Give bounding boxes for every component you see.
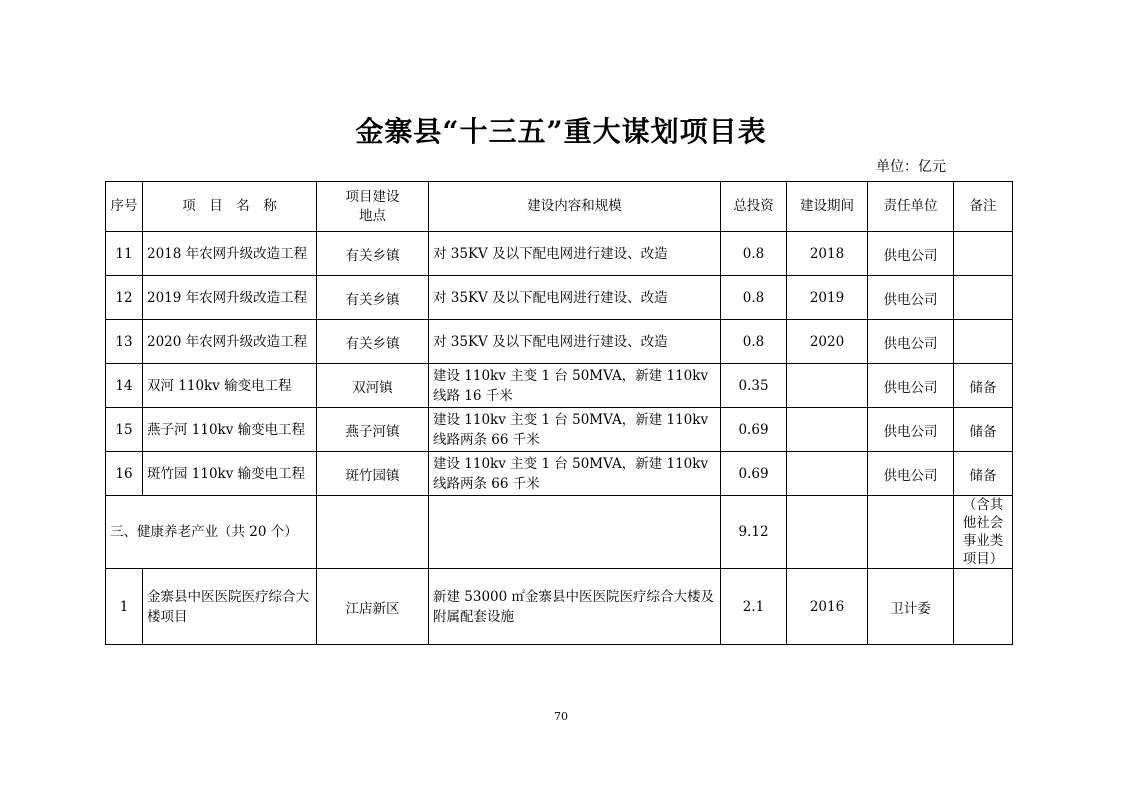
cell-remarks <box>954 276 1013 320</box>
cell-seq: 14 <box>106 364 143 408</box>
cell-investment: 0.8 <box>721 276 787 320</box>
cell-content: 对 35KV 及以下配电网进行建设、改造 <box>429 320 721 364</box>
cell-period <box>787 408 868 452</box>
page-number: 70 <box>554 710 568 723</box>
cell-responsible <box>868 496 954 569</box>
cell-remarks: 储备 <box>954 364 1013 408</box>
cell-remarks: 储备 <box>954 408 1013 452</box>
cell-location: 有关乡镇 <box>317 232 429 276</box>
cell-name: 双河 110kv 输变电工程 <box>143 364 317 408</box>
cell-location: 双河镇 <box>317 364 429 408</box>
cell-location: 有关乡镇 <box>317 276 429 320</box>
table-row <box>106 232 1013 276</box>
cell-content: 建设 110kv 主变 1 台 50MVA，新建 110kv 线路两条 66 千米 <box>429 408 721 452</box>
table-row <box>106 569 1013 645</box>
unit-label: 单位：亿元 <box>876 159 946 175</box>
cell-remarks <box>954 320 1013 364</box>
cell-seq: 16 <box>106 452 143 496</box>
header-name: 项 目 名 称 <box>143 182 317 232</box>
header-location-line2: 地点 <box>359 207 386 224</box>
cell-investment: 0.8 <box>721 320 787 364</box>
cell-content: 对 35KV 及以下配电网进行建设、改造 <box>429 232 721 276</box>
cell-responsible: 卫计委 <box>868 569 954 645</box>
section-remarks: （含其他社会事业类项目） <box>954 496 1013 569</box>
cell-content: 新建 53000 ㎡金寨县中医医院医疗综合大楼及附属配套设施 <box>429 569 721 645</box>
cell-location: 斑竹园镇 <box>317 452 429 496</box>
cell-responsible: 供电公司 <box>868 364 954 408</box>
cell-content: 建设 110kv 主变 1 台 50MVA，新建 110kv 线路两条 66 千米 <box>429 452 721 496</box>
project-table <box>105 181 1013 645</box>
cell-responsible: 供电公司 <box>868 452 954 496</box>
cell-period <box>787 364 868 408</box>
cell-name: 斑竹园 110kv 输变电工程 <box>143 452 317 496</box>
cell-location: 燕子河镇 <box>317 408 429 452</box>
cell-seq: 1 <box>106 569 143 645</box>
cell-content <box>429 496 721 569</box>
table-row <box>106 276 1013 320</box>
table-row <box>106 408 1013 452</box>
document-title: 金寨县“十三五”重大谋划项目表 <box>355 115 767 148</box>
cell-period: 2016 <box>787 569 868 645</box>
cell-investment: 2.1 <box>721 569 787 645</box>
cell-remarks <box>954 569 1013 645</box>
cell-investment: 0.69 <box>721 452 787 496</box>
cell-period: 2019 <box>787 276 868 320</box>
cell-responsible: 供电公司 <box>868 408 954 452</box>
cell-responsible: 供电公司 <box>868 320 954 364</box>
section-label: 三、健康养老产业（共 20 个） <box>106 496 317 569</box>
section-investment: 9.12 <box>721 496 787 569</box>
cell-responsible: 供电公司 <box>868 276 954 320</box>
header-remarks: 备注 <box>954 182 1013 232</box>
header-seq: 序号 <box>106 182 143 232</box>
cell-remarks: 储备 <box>954 452 1013 496</box>
cell-remarks <box>954 232 1013 276</box>
table-row <box>106 364 1013 408</box>
cell-seq: 12 <box>106 276 143 320</box>
cell-period: 2020 <box>787 320 868 364</box>
header-row <box>106 182 1013 232</box>
cell-name: 燕子河 110kv 输变电工程 <box>143 408 317 452</box>
cell-content: 建设 110kv 主变 1 台 50MVA，新建 110kv 线路 16 千米 <box>429 364 721 408</box>
header-period: 建设期间 <box>787 182 868 232</box>
header-location-line1: 项目建设 <box>345 188 400 205</box>
cell-investment: 0.35 <box>721 364 787 408</box>
header-content: 建设内容和规模 <box>429 182 721 232</box>
cell-name: 2018 年农网升级改造工程 <box>143 232 317 276</box>
header-investment: 总投资 <box>721 182 787 232</box>
cell-investment: 0.8 <box>721 232 787 276</box>
cell-seq: 13 <box>106 320 143 364</box>
cell-seq: 11 <box>106 232 143 276</box>
cell-location: 江店新区 <box>317 569 429 645</box>
cell-location <box>317 496 429 569</box>
cell-name: 2020 年农网升级改造工程 <box>143 320 317 364</box>
cell-content: 对 35KV 及以下配电网进行建设、改造 <box>429 276 721 320</box>
cell-responsible: 供电公司 <box>868 232 954 276</box>
header-responsible: 责任单位 <box>868 182 954 232</box>
header-location <box>317 182 429 232</box>
cell-name: 2019 年农网升级改造工程 <box>143 276 317 320</box>
table-row <box>106 452 1013 496</box>
table-row <box>106 320 1013 364</box>
cell-period <box>787 496 868 569</box>
cell-period <box>787 452 868 496</box>
cell-seq: 15 <box>106 408 143 452</box>
cell-location: 有关乡镇 <box>317 320 429 364</box>
cell-name: 金寨县中医医院医疗综合大楼项目 <box>143 569 317 645</box>
cell-investment: 0.69 <box>721 408 787 452</box>
section-row <box>106 496 1013 569</box>
cell-period: 2018 <box>787 232 868 276</box>
